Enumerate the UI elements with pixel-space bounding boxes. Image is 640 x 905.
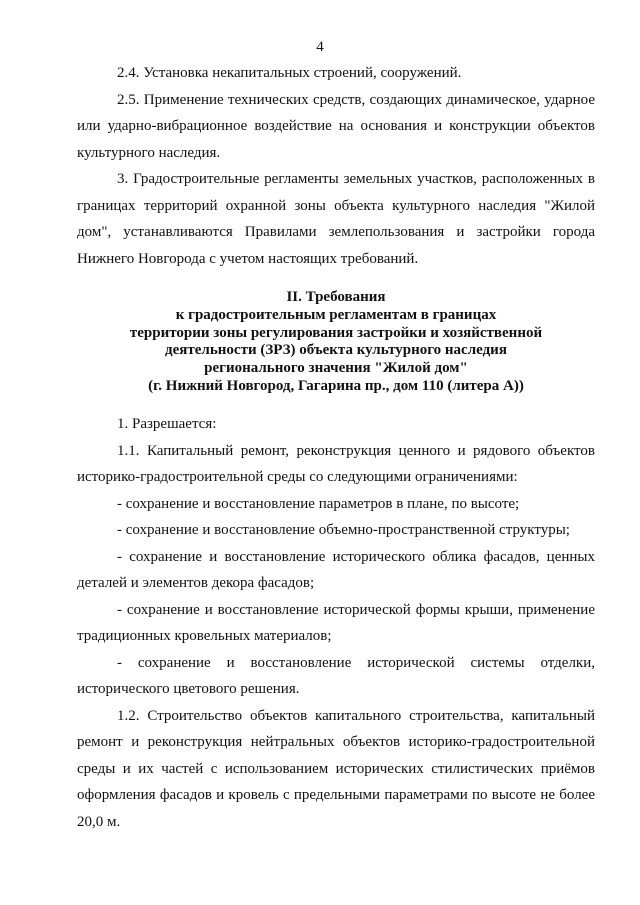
list-item: - сохранение и восстановление исторического облика фасадов, ценных деталей и элементов декора фасадов; <box>77 548 595 591</box>
bottom-text-block <box>77 411 595 835</box>
heading-line: регионального значения "Жилой дом" <box>204 360 468 377</box>
paragraph-3: 3. Градостроительные регламенты земельных участков, расположенных в границах территорий охранной зоны объекта культурного наследия "Жилой дом", устанавливаются Правилами землепользования и застройки города Нижнего Новгорода с учетом настоящих требований. <box>77 171 595 267</box>
paragraph-1: 1. Разрешается: <box>117 416 217 432</box>
paragraph-1-1: 1.1. Капитальный ремонт, реконструкция ценного и рядового объектов историко-градостроительной среды со следующими ограничениями: <box>77 442 595 485</box>
heading-line: территории зоны регулирования застройки и хозяйственной <box>129 324 543 341</box>
heading-line: (г. Нижний Новгород, Гагарина пр., дом 110 (литера А)) <box>148 377 524 394</box>
list-item: - сохранение и восстановление исторической формы крыши, применение традиционных кровельных материалов; <box>77 601 595 644</box>
top-text-block <box>77 60 595 272</box>
list-item: - сохранение и восстановление исторической системы отделки, исторического цветового решения. <box>77 654 595 697</box>
paragraph-1-2: 1.2. Строительство объектов капитального строительства, капитальный ремонт и реконструкция нейтральных объектов историко-градостроительной среды и их частей с использованием исторических стилистических приёмов оформления фасадов и кровель с предельными параметрами по высоте не более 20,0 м. <box>77 707 595 830</box>
heading-line: II. Требования <box>286 289 386 305</box>
paragraph-2-5: 2.5. Применение технических средств, создающих динамическое, ударное или ударно-вибрационное воздействие на основания и конструкции объектов культурного наследия. <box>77 91 595 161</box>
section-heading <box>77 289 595 396</box>
page-number: 4 <box>316 39 324 55</box>
heading-line: к градостроительным регламентам в границах <box>175 306 497 323</box>
list-item: - сохранение и восстановление параметров в плане, по высоте; <box>117 495 520 512</box>
heading-line: деятельности (ЗРЗ) объекта культурного наследия <box>165 342 507 359</box>
list-item: - сохранение и восстановление объемно-пространственной структуры; <box>117 522 570 538</box>
paragraph-2-4: 2.4. Установка некапитальных строений, сооружений. <box>117 65 462 81</box>
